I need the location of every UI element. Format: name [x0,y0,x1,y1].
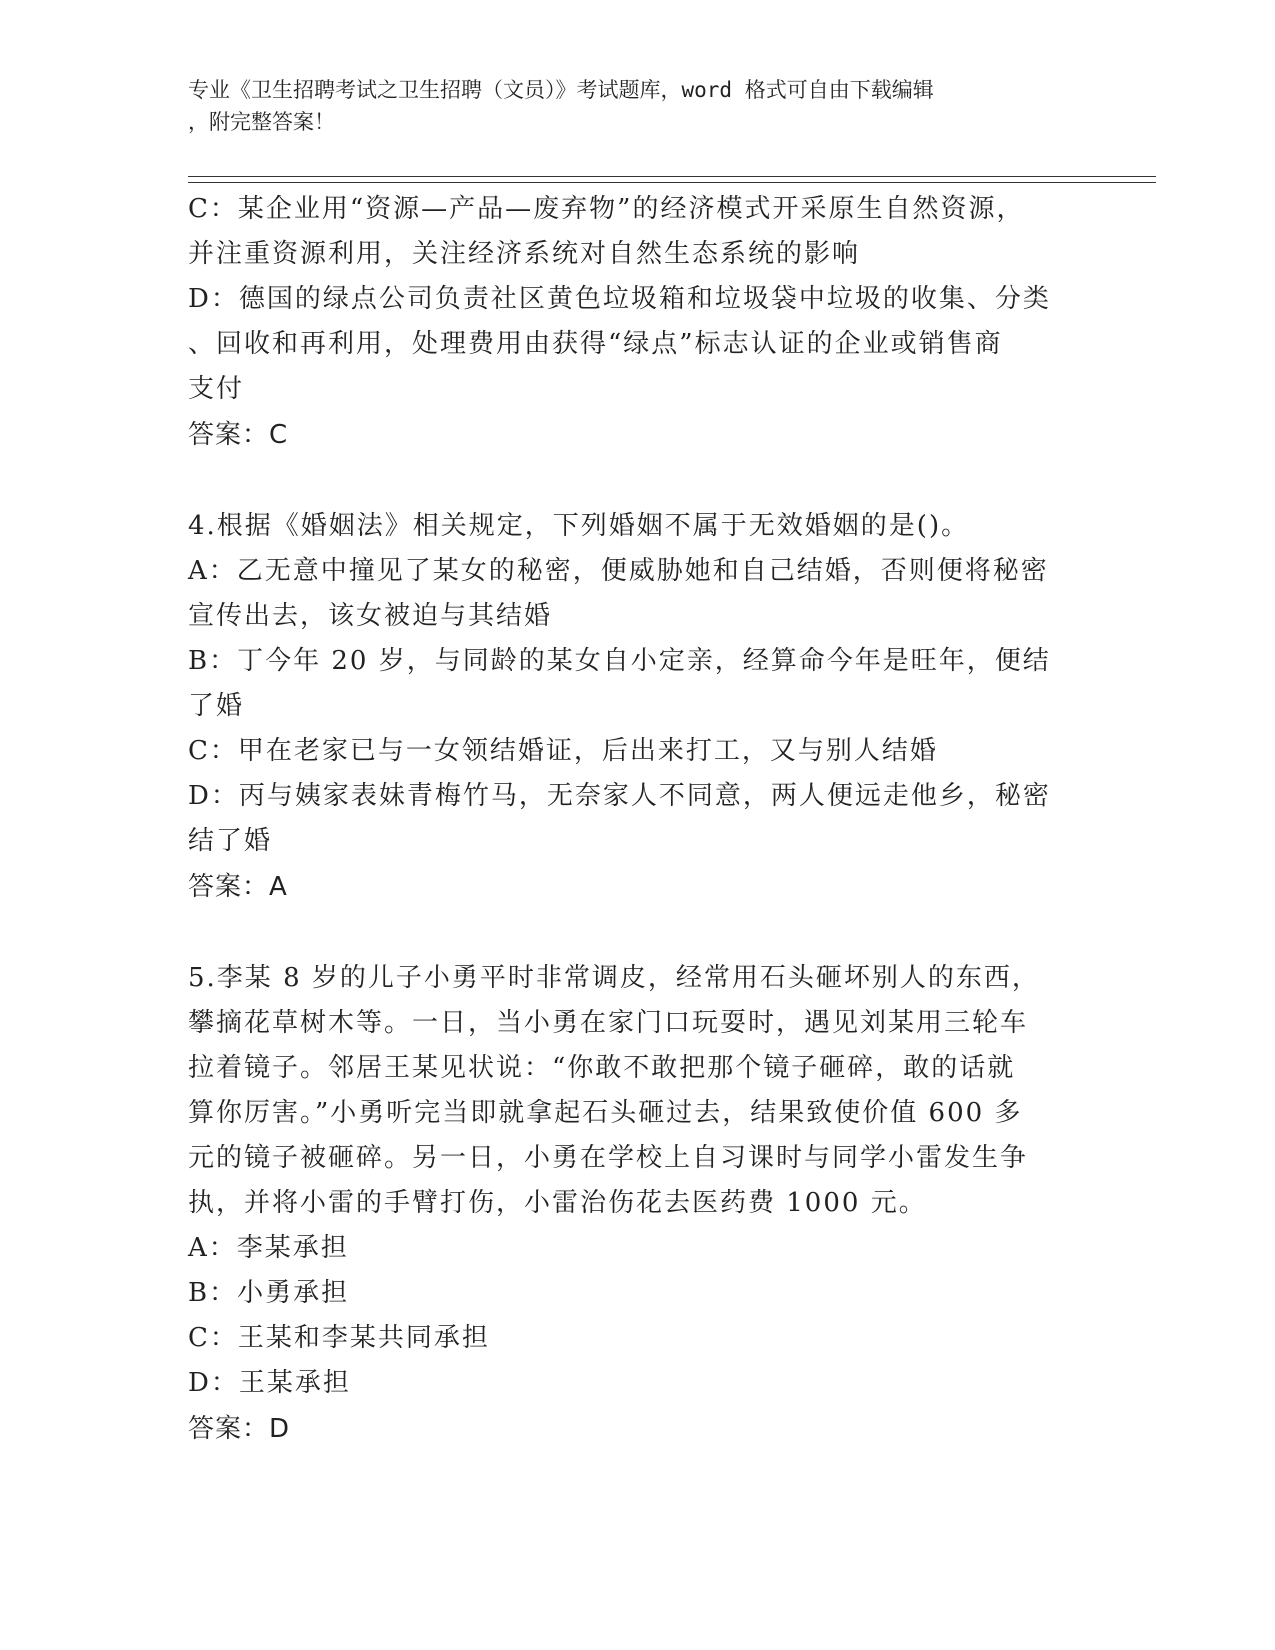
question-text: 算你厉害。”小勇听完当即就拿起石头砸过去，结果致使价值 600 多 [188,1098,1023,1128]
option-b: 了婚 [188,691,245,721]
option-d: 结了婚 [188,826,273,856]
option-a: A：乙无意中撞见了某女的秘密，便威胁她和自己结婚，否则便将秘密 [188,556,1049,586]
question-list [188,187,1068,1452]
question-5 [188,956,1068,1452]
option-a: 宣传出去，该女被迫与其结婚 [188,601,553,631]
question-3 [188,187,1068,458]
header-line-2: ，附完整答案！ [188,110,335,134]
question-text: 执，并将小雷的手臂打伤，小雷治伤花去医药费 1000 元。 [188,1188,927,1218]
option-c: C：甲在老家已与一女领结婚证，后出来打工，又与别人结婚 [188,736,938,766]
option-b: B：丁今年 20 岁，与同龄的某女自小定亲，经算命今年是旺年，便结 [188,646,1051,676]
option-d: 、回收和再利用，处理费用由获得“绿点”标志认证的企业或销售商 [188,329,1003,359]
option-c: C：某企业用“资源—产品—废弃物”的经济模式开采原生自然资源， [188,194,1025,224]
answer-label: 答案：A [188,872,288,902]
header-line-1: 专业《卫生招聘考试之卫生招聘（文员）》考试题库，word 格式可自由下载编辑 [188,78,934,102]
option-d: 支付 [188,374,245,404]
header-divider-bottom [188,182,1156,183]
question-text: 元的镜子被砸碎。另一日，小勇在学校上自习课时与同学小雷发生争 [188,1143,1029,1173]
question-text: 攀摘花草树木等。一日，当小勇在家门口玩耍时，遇见刘某用三轮车 [188,1008,1029,1038]
question-text: 4.根据《婚姻法》相关规定，下列婚姻不属于无效婚姻的是()。 [188,511,970,541]
question-text: 5.李某 8 岁的儿子小勇平时非常调皮，经常用石头砸坏别人的东西， [188,963,1040,993]
question-4 [188,504,1068,910]
header-divider-top [188,176,1156,177]
answer-label: 答案：D [188,1414,291,1444]
option-d: D：德国的绿点公司负责社区黄色垃圾箱和垃圾袋中垃圾的收集、分类 [188,284,1051,314]
option-c: 并注重资源利用，关注经济系统对自然生态系统的影响 [188,239,861,269]
option-a: A：李某承担 [188,1233,349,1263]
document-header [188,74,1068,138]
answer-label: 答案：C [188,420,289,450]
option-c: C：王某和李某共同承担 [188,1323,490,1353]
option-b: B：小勇承担 [188,1278,350,1308]
option-d: D：丙与姨家表妹青梅竹马，无奈家人不同意，两人便远走他乡，秘密 [188,781,1051,811]
question-text: 拉着镜子。邻居王某见状说：“你敢不敢把那个镜子砸碎，敢的话就 [188,1053,1016,1083]
option-d: D：王某承担 [188,1368,351,1398]
